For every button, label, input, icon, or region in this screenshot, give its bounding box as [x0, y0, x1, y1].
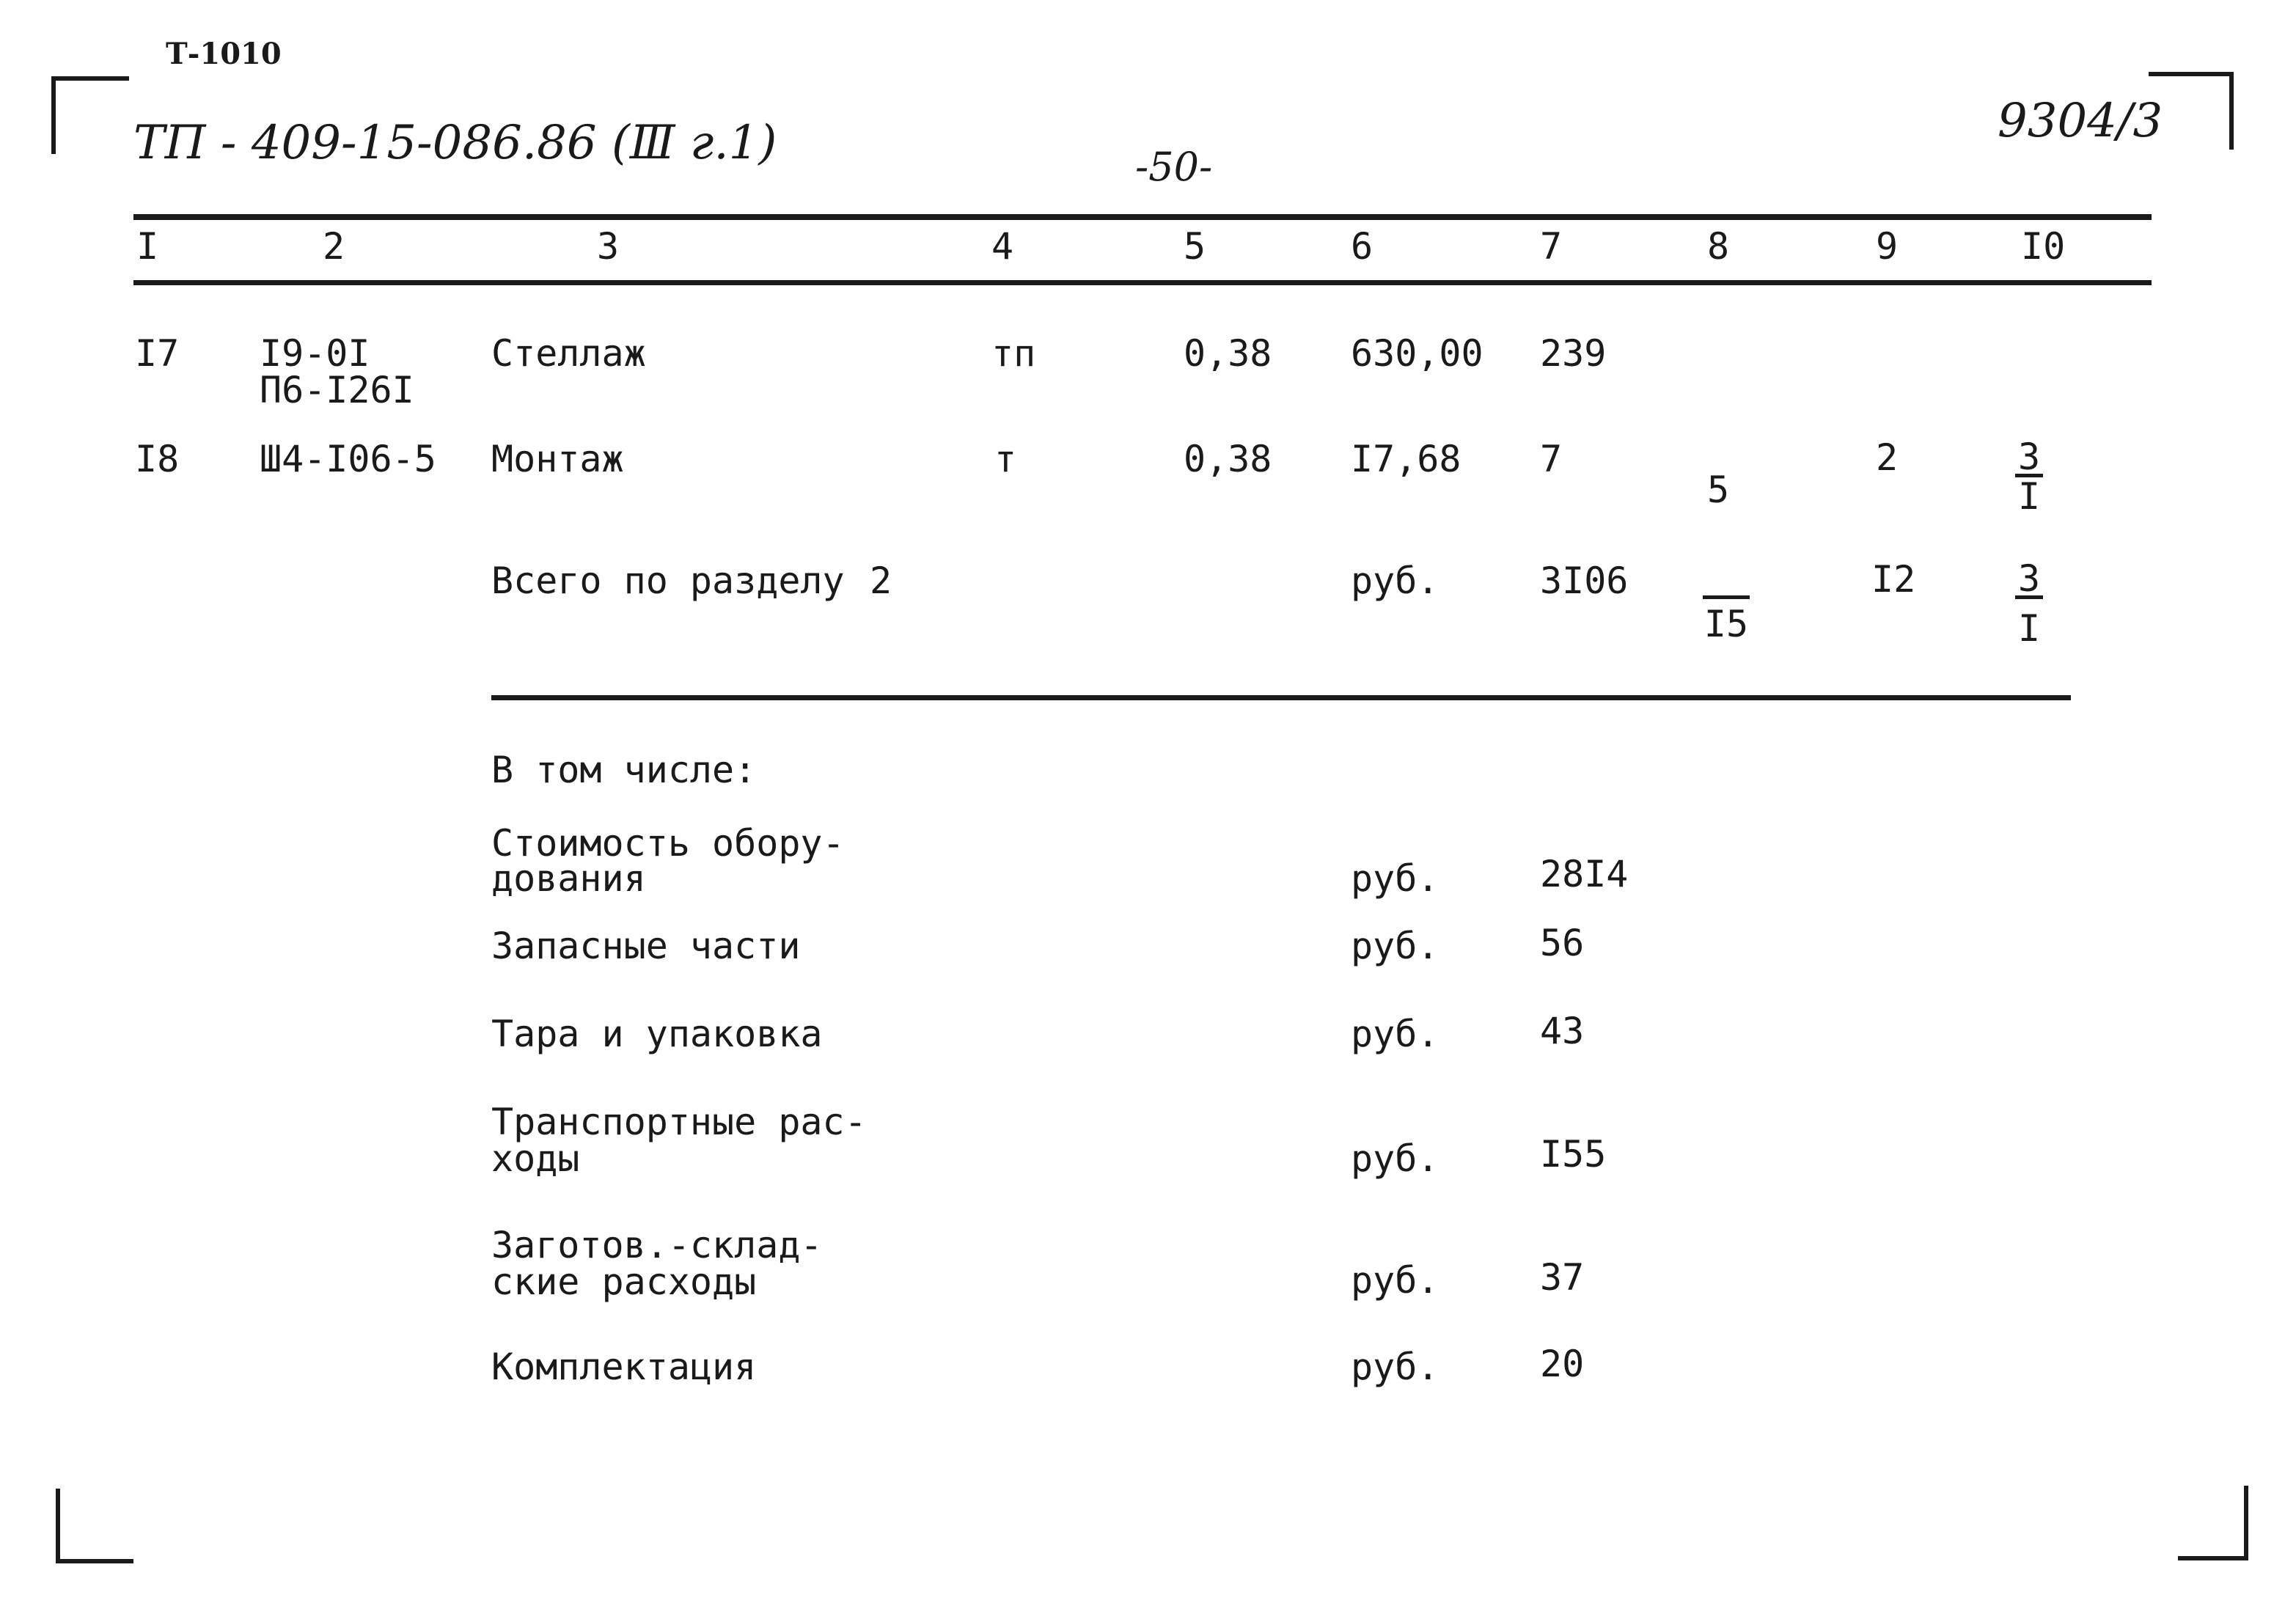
- fraction-numerator: 3: [2015, 440, 2043, 477]
- row-unit: т: [994, 438, 1017, 480]
- fraction-numerator: [1703, 562, 1750, 599]
- row-quantity: 0,38: [1184, 332, 1272, 375]
- breakdown-unit: руб.: [1351, 1346, 1439, 1388]
- row-col10-fraction: [2015, 436, 2043, 518]
- section-total-value: 3I06: [1540, 560, 1629, 602]
- section-total-col9: I2: [1871, 558, 1916, 601]
- section-total-label: Всего по разделу: [491, 560, 845, 602]
- breakdown-unit: руб.: [1351, 1259, 1439, 1302]
- page-number: -50-: [1135, 144, 1213, 190]
- breakdown-label: дования: [491, 857, 646, 900]
- breakdown-value: 20: [1540, 1343, 1585, 1385]
- fraction-denominator: I5: [1703, 603, 1749, 645]
- breakdown-value: 28I4: [1540, 853, 1629, 895]
- row-total: 7: [1540, 438, 1563, 480]
- section-total-col8-fraction: [1703, 562, 1750, 643]
- table-top-rule: [133, 214, 2152, 220]
- column-number: 9: [1876, 225, 1899, 268]
- table-header-rule: [133, 280, 2152, 285]
- row-price: I7,68: [1351, 438, 1461, 480]
- row-quantity: 0,38: [1184, 438, 1272, 480]
- row-number: I7: [135, 332, 180, 375]
- row-total: 239: [1540, 332, 1607, 375]
- row-col8: 5: [1707, 469, 1730, 511]
- breakdown-label: Тара и упаковка: [491, 1013, 823, 1055]
- fraction-denominator: I: [2018, 475, 2041, 518]
- row-code: П6-I26I: [260, 369, 414, 411]
- row-number: I8: [135, 438, 180, 480]
- sheet-number: 9304/3: [1998, 94, 2163, 148]
- column-number: 4: [991, 225, 1014, 268]
- breakdown-heading: В том числе:: [491, 749, 757, 791]
- fraction-denominator: I: [2018, 607, 2041, 650]
- column-number: I0: [2021, 225, 2066, 268]
- breakdown-label: Заготов.-склад-: [491, 1224, 823, 1266]
- corner-mark-top-left: [51, 76, 129, 154]
- archive-stamp: Т-1010: [166, 37, 282, 71]
- corner-mark-bottom-right: [2178, 1486, 2248, 1560]
- column-number: 2: [323, 225, 345, 268]
- breakdown-label: ские расходы: [491, 1261, 757, 1303]
- breakdown-value: I55: [1540, 1133, 1607, 1175]
- breakdown-value: 43: [1540, 1010, 1585, 1052]
- breakdown-value: 37: [1540, 1256, 1585, 1299]
- row-col9: 2: [1876, 436, 1899, 479]
- section-total-section: 2: [870, 560, 892, 602]
- row-code: I9-0I: [260, 332, 370, 375]
- column-number: 8: [1707, 225, 1730, 268]
- section-total-rule: [491, 695, 2071, 700]
- fraction-numerator: 3: [2015, 562, 2043, 599]
- section-total-unit: руб.: [1351, 560, 1439, 602]
- row-code: Ш4-I06-5: [260, 438, 436, 480]
- breakdown-value: 56: [1540, 922, 1585, 964]
- breakdown-unit: руб.: [1351, 925, 1439, 967]
- breakdown-label: Комплектация: [491, 1346, 757, 1388]
- corner-mark-bottom-left: [56, 1489, 133, 1563]
- column-number: I: [136, 225, 159, 268]
- breakdown-label: Стоимость обору-: [491, 822, 845, 865]
- section-total-col10-fraction: [2015, 557, 2043, 650]
- row-unit: тп: [991, 332, 1036, 375]
- column-number: 3: [597, 225, 620, 268]
- project-code: ТП - 409-15-086.86 (Ⅲ г.1): [133, 116, 777, 170]
- breakdown-unit: руб.: [1351, 857, 1439, 900]
- row-name: Монтаж: [491, 438, 624, 480]
- breakdown-label: Запасные части: [491, 925, 801, 967]
- breakdown-label: Транспортные рас-: [491, 1101, 867, 1143]
- breakdown-unit: руб.: [1351, 1013, 1439, 1055]
- column-number: 5: [1184, 225, 1206, 268]
- column-number: 6: [1351, 225, 1373, 268]
- row-price: 630,00: [1351, 332, 1483, 375]
- breakdown-unit: руб.: [1351, 1137, 1439, 1180]
- column-number: 7: [1540, 225, 1563, 268]
- breakdown-label: ходы: [491, 1137, 580, 1180]
- row-name: Стеллаж: [491, 332, 646, 375]
